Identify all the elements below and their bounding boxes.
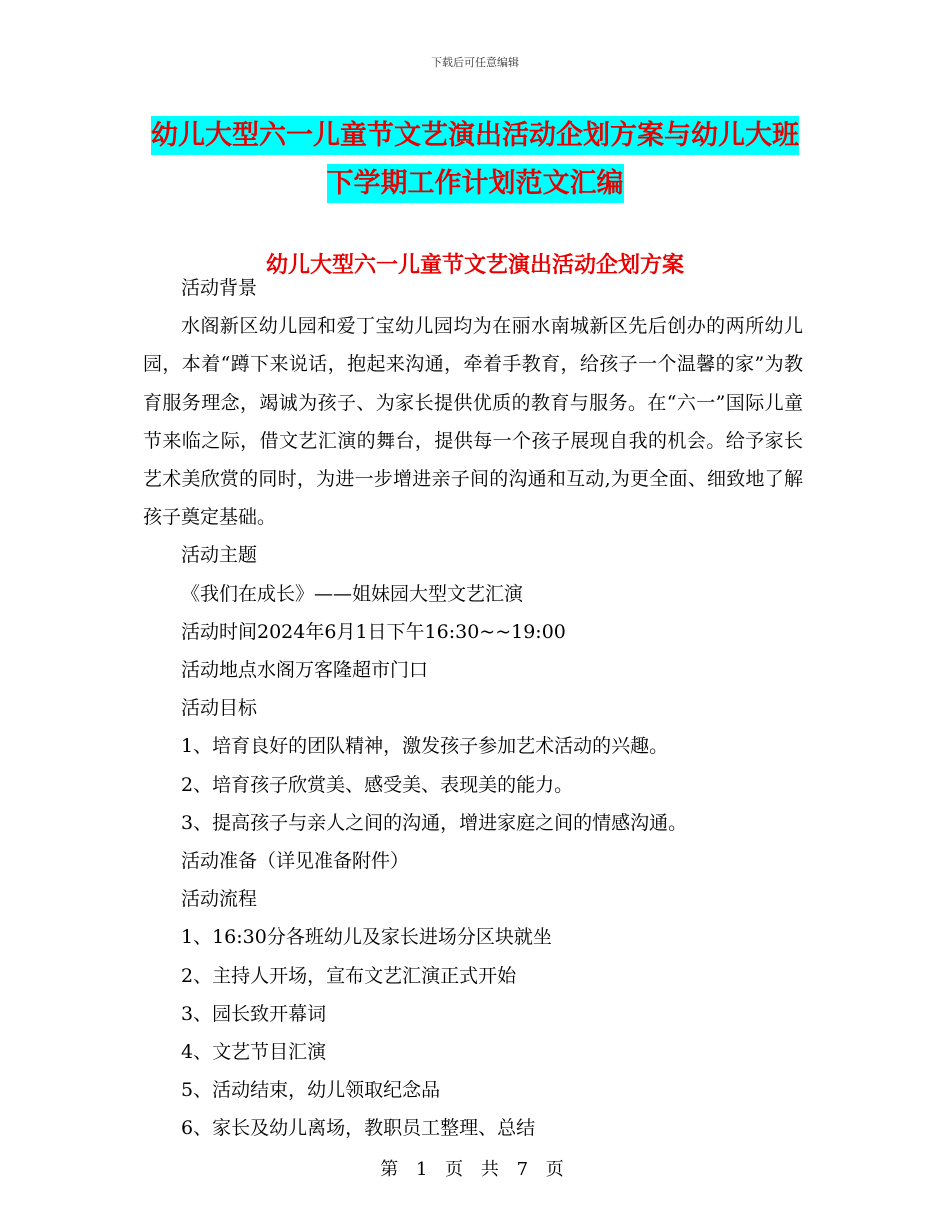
paragraph-goals-heading: 活动目标 [181, 697, 258, 720]
page-header-note: 下载后可任意编辑 [431, 56, 519, 69]
paragraph-theme: 《我们在成长》——姐妹园大型文艺汇演 [181, 582, 524, 605]
document-title-text: 幼儿大型六一儿童节文艺演出活动企划方案与幼儿大班下学期工作计划范文汇编 [151, 116, 799, 203]
list-item-goal-3: 3、提高孩子与亲人之间的沟通，增进家庭之间的情感沟通。 [181, 811, 688, 834]
page-footer: 第 1 页 共 7 页 [380, 1159, 570, 1180]
paragraph-background-heading: 活动背景 [181, 277, 258, 299]
paragraph-preparation: 活动准备（详见准备附件） [181, 850, 410, 873]
list-item-process-2: 2、主持人开场，宣布文艺汇演正式开始 [181, 964, 517, 987]
paragraph-background: 水阁新区幼儿园和爱丁宝幼儿园均为在丽水南城新区先后创办的两所幼儿园，本着“蹲下来说话，抱起来沟通，牵着手教育，给孩子一个温馨的家”为教育服务理念，竭诚为孩子、为家长提供优质的教育与服务。在“六一”国际儿童节来临之际，借文艺汇演的舞台，提供每一个孩子展现自我的机会。给予家长艺术美欣赏的同时，为进一步增进亲子间的沟通和互动,为更全面、细致地了解孩子奠定基础。 [143, 315, 803, 529]
list-item-process-5: 5、活动结束，幼儿领取纪念品 [181, 1079, 441, 1102]
section-title: 幼儿大型六一儿童节文艺演出活动企划方案 [265, 253, 684, 278]
list-item-process-6: 6、家长及幼儿离场，教职员工整理、总结 [181, 1117, 536, 1140]
document-title [143, 112, 807, 208]
paragraph-time: 活动时间2024年6月1日下午16:30~~19:00 [181, 620, 566, 643]
list-item-process-3: 3、园长致开幕词 [181, 1002, 327, 1025]
list-item-process-4: 4、文艺节目汇演 [181, 1041, 327, 1064]
paragraph-theme-heading: 活动主题 [181, 544, 258, 567]
document-body [143, 269, 803, 1148]
list-item-goal-1: 1、培育良好的团队精神，激发孩子参加艺术活动的兴趣。 [181, 735, 669, 758]
paragraph-process-heading: 活动流程 [181, 888, 258, 911]
list-item-goal-2: 2、培育孩子欣赏美、感受美、表现美的能力。 [181, 773, 574, 796]
paragraph-location: 活动地点水阁万客隆超市门口 [181, 659, 429, 682]
list-item-process-1: 1、16:30分各班幼儿及家长进场分区块就坐 [181, 926, 552, 949]
